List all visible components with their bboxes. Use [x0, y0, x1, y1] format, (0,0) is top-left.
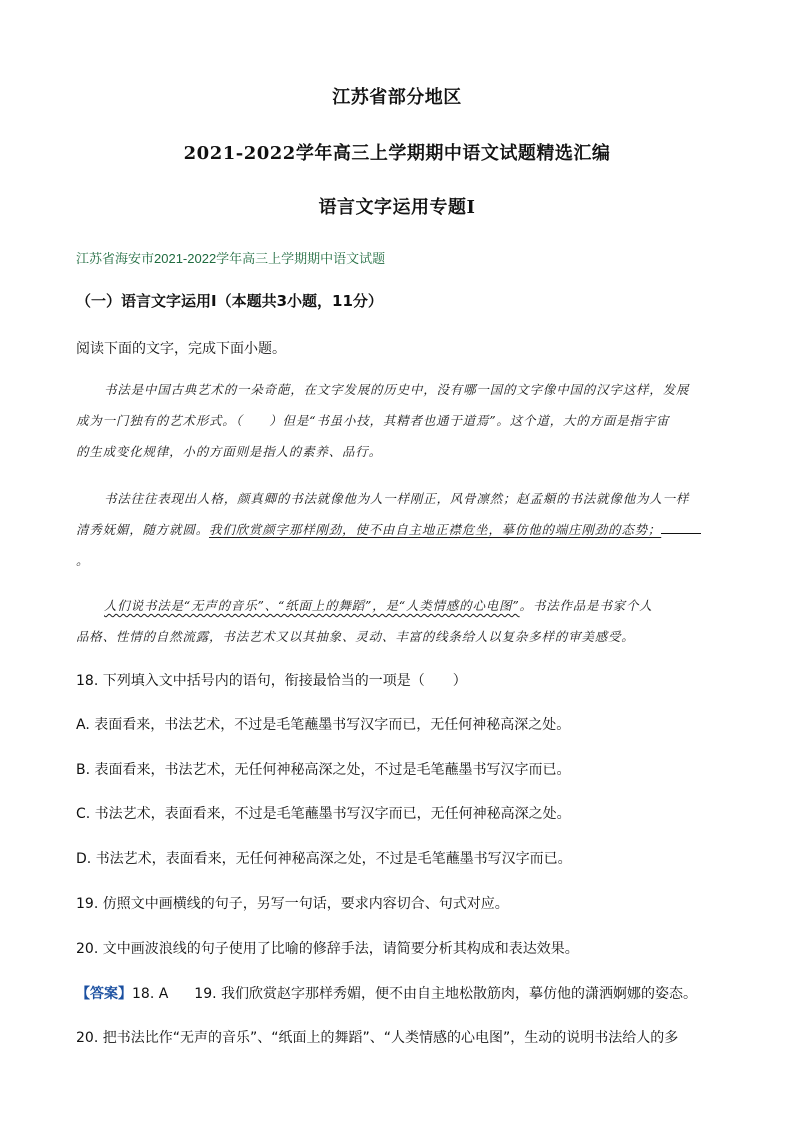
option-d: D. 书法艺术，表面看来，无任何神秘高深之处，不过是毛笔蘸墨书写汉字而已。	[76, 851, 572, 867]
answer-line	[76, 983, 697, 1003]
doc-title-topic: 语言文字运用专题Ⅰ	[318, 197, 476, 218]
answer-20: 20. 把书法比作“无声的音乐”、“纸面上的舞蹈”、“人类情感的心电图”，生动的说明书法给人的多	[76, 1030, 679, 1046]
option-a: A. 表面看来，书法艺术，不过是毛笔蘸墨书写汉字而已，无任何神秘高深之处。	[76, 717, 571, 733]
answer-tag: 【答案】	[76, 986, 132, 1002]
question-20: 20. 文中画波浪线的句子使用了比喻的修辞手法，请简要分析其构成和表达效果。	[76, 941, 579, 957]
option-b: B. 表面看来，书法艺术，无任何神秘高深之处，不过是毛笔蘸墨书写汉字而已。	[76, 762, 571, 778]
answer-blank	[661, 519, 701, 534]
doc-title-main: 2021-2022学年高三上学期期中语文试题精选汇编	[183, 143, 611, 164]
passage-paragraph-2	[76, 483, 716, 576]
option-c: C. 书法艺术，表面看来，不过是毛笔蘸墨书写汉字而已，无任何神秘高深之处。	[76, 806, 571, 822]
passage-line: 人们说书法是“无声的音乐”、“纸面上的舞蹈”，是“人类情感的心电图”。书法作品是书家个人	[104, 598, 653, 613]
doc-title-region: 江苏省部分地区	[332, 87, 462, 108]
source-line: 江苏省海安市2021-2022学年高三上学期期中语文试题	[76, 251, 386, 266]
answer-18: 18. A	[132, 986, 169, 1002]
passage-line: 清秀妩媚，随方就圆。我们欣赏颜字那样刚劲，使不由自主地正襟危坐，摹仿他的端庄刚劲的态势；	[76, 514, 716, 545]
passage-line: 成为一门独有的艺术形式。（ ）但是“书虽小技，其精者也通于道焉”。这个道，大的方面是指宇宙	[76, 413, 670, 428]
passage-line: 书法往往表现出人格，颜真卿的书法就像他为人一样刚正，风骨凛然；赵孟頫的书法就像他为人一样	[104, 491, 690, 506]
wavy-sentence: 人们说书法是“无声的音乐”、“纸面上的舞蹈”，是“人类情感的心电图”	[104, 598, 520, 613]
instruction: 阅读下面的文字，完成下面小题。	[76, 341, 286, 357]
passage-line: 书法是中国古典艺术的一朵奇葩，在文字发展的历史中，没有哪一国的文字像中国的汉字这样，发展	[104, 382, 690, 397]
passage-line: 。	[76, 553, 90, 568]
question-19: 19. 仿照文中画横线的句子，另写一句话，要求内容切合、句式对应。	[76, 896, 509, 912]
question-18: 18. 下列填入文中括号内的语句，衔接最恰当的一项是（ ）	[76, 673, 467, 689]
passage-line: 品格、性情的自然流露，书法艺术又以其抽象、灵动、丰富的线条给人以复杂多样的审美感受。	[76, 629, 635, 644]
answer-19: 19. 我们欣赏赵字那样秀媚，便不由自主地松散筋肉，摹仿他的潇洒婀娜的姿态。	[194, 986, 698, 1002]
underlined-sentence: 我们欣赏颜字那样刚劲，使不由自主地正襟危坐，摹仿他的端庄刚劲的态势；	[209, 522, 662, 537]
passage-paragraph-3	[76, 590, 716, 652]
passage-paragraph-1	[76, 374, 716, 467]
passage-line: 的生成变化规律，小的方面则是指人的素养、品行。	[76, 444, 382, 459]
section-title: （一）语言文字运用Ⅰ（本题共3小题，11分）	[76, 292, 383, 310]
